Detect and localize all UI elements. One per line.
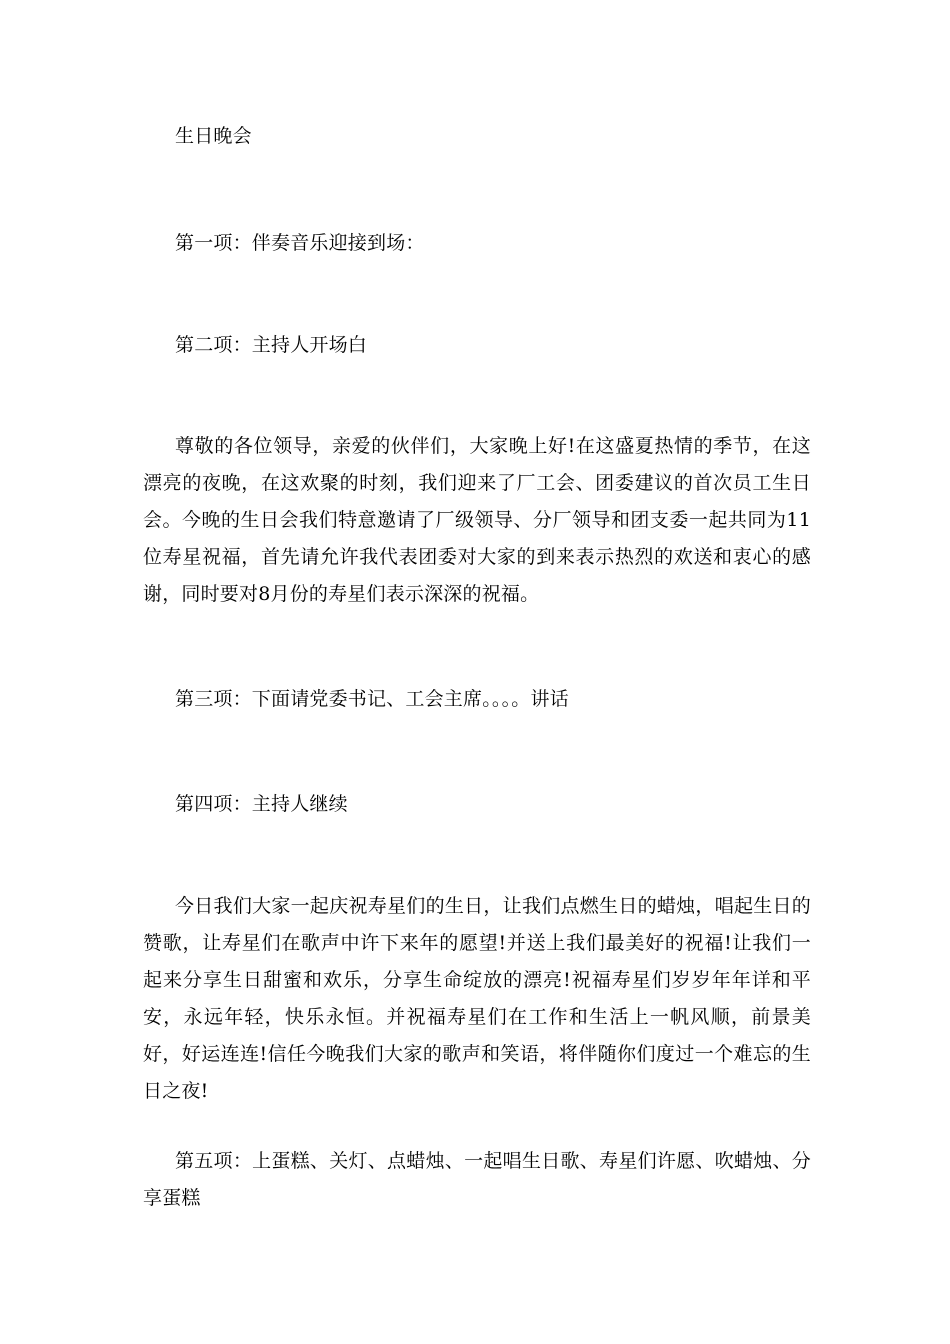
opening-speech-paragraph: 尊敬的各位领导，亲爱的伙伴们，大家晚上好!在这盛夏热情的季节，在这漂亮的夜晚，在这欢聚的时刻，我们迎来了厂工会、团委建议的首次员工生日会。今晚的生日会我们特意邀请了厂级领导、分厂领导和团支委一起共同为11位寿星祝福，首先请允许我代表团委对大家的到来表示热烈的欢送和衷心的感谢，同时要对8月份的寿星们表示深深的祝福。 <box>143 435 811 605</box>
document-title: 生日晚会 <box>175 125 252 147</box>
celebration-paragraph: 今日我们大家一起庆祝寿星们的生日，让我们点燃生日的蜡烛，唱起生日的赞歌，让寿星们在歌声中许下来年的愿望!并送上我们最美好的祝福!让我们一起来分享生日甜蜜和欢乐，分享生命绽放的漂亮!祝福寿星们岁岁年年详和平安，永远年轻，快乐永恒。并祝福寿星们在工作和生活上一帆风顺，前景美好，好运连连!信任今晚我们大家的歌声和笑语，将伴随你们度过一个难忘的生日之夜! <box>143 895 811 1102</box>
program-item-5: 第五项：上蛋糕、关灯、点蜡烛、一起唱生日歌、寿星们许愿、吹蜡烛、分享蛋糕 <box>143 1150 811 1209</box>
program-item-1: 第一项：伴奏音乐迎接到场： <box>175 232 425 254</box>
program-item-2: 第二项：主持人开场白 <box>175 334 368 356</box>
program-item-4: 第四项：主持人继续 <box>175 793 348 815</box>
program-item-3: 第三项：下面请党委书记、工会主席。。。。讲话 <box>175 688 569 710</box>
